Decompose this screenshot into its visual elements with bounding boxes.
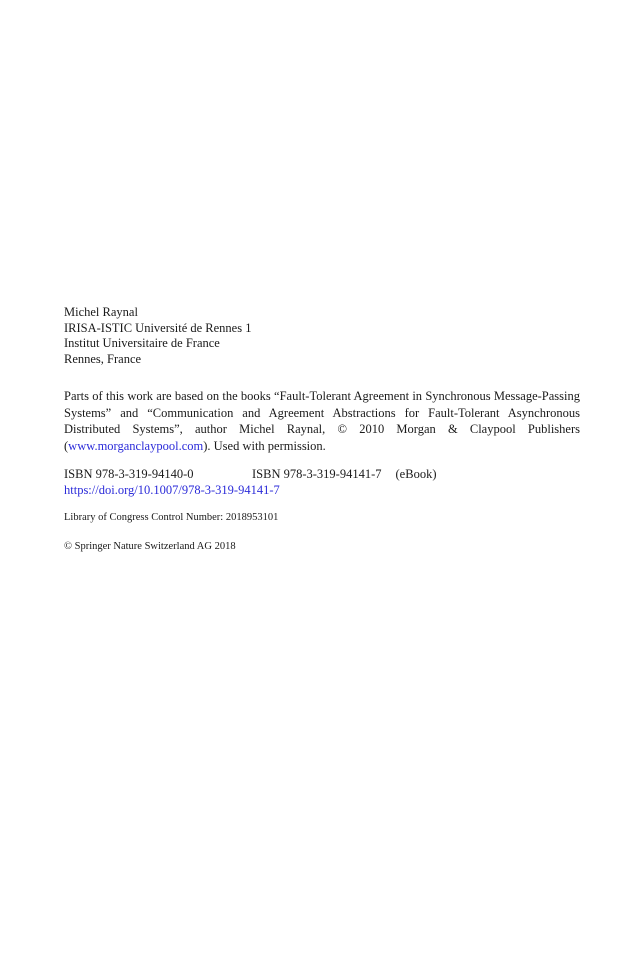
isbn-ebook: ISBN 978-3-319-94141-7 <box>252 467 382 481</box>
permission-text-after-link: ). Used with permission. <box>203 438 326 453</box>
author-affiliation-1: IRISA-ISTIC Université de Rennes 1 <box>64 320 252 335</box>
ebook-tag: (eBook) <box>395 467 437 481</box>
author-affiliation-2: Institut Universitaire de France <box>64 336 220 350</box>
lccn-line: Library of Congress Control Number: 2018953101 <box>64 512 279 523</box>
isbn-row <box>64 466 580 482</box>
isbn-print: ISBN 978-3-319-94140-0 <box>64 467 194 481</box>
permission-note <box>64 388 580 454</box>
author-location: Rennes, France <box>64 351 142 366</box>
publisher-website-link[interactable]: www.morganclaypool.com <box>68 438 204 453</box>
copyright-line: © Springer Nature Switzerland AG 2018 <box>64 541 236 552</box>
isbn-block <box>64 466 580 498</box>
author-name: Michel Raynal <box>64 305 138 319</box>
permission-paragraph <box>64 388 580 454</box>
permission-text-before-link: Parts of this work are based on the books “Fault-Tolerant Agreement in Synchronous Message-Passing Systems” and “Communication and Agreement Abstractions for Fault-Tolerant Asynchronous Distributed Systems”, author Michel Raynal, © 2010 Morgan & Claypool Publishers ( <box>64 389 580 453</box>
doi-link[interactable]: https://doi.org/10.1007/978-3-319-94141-7 <box>64 483 280 497</box>
author-block <box>64 305 580 367</box>
